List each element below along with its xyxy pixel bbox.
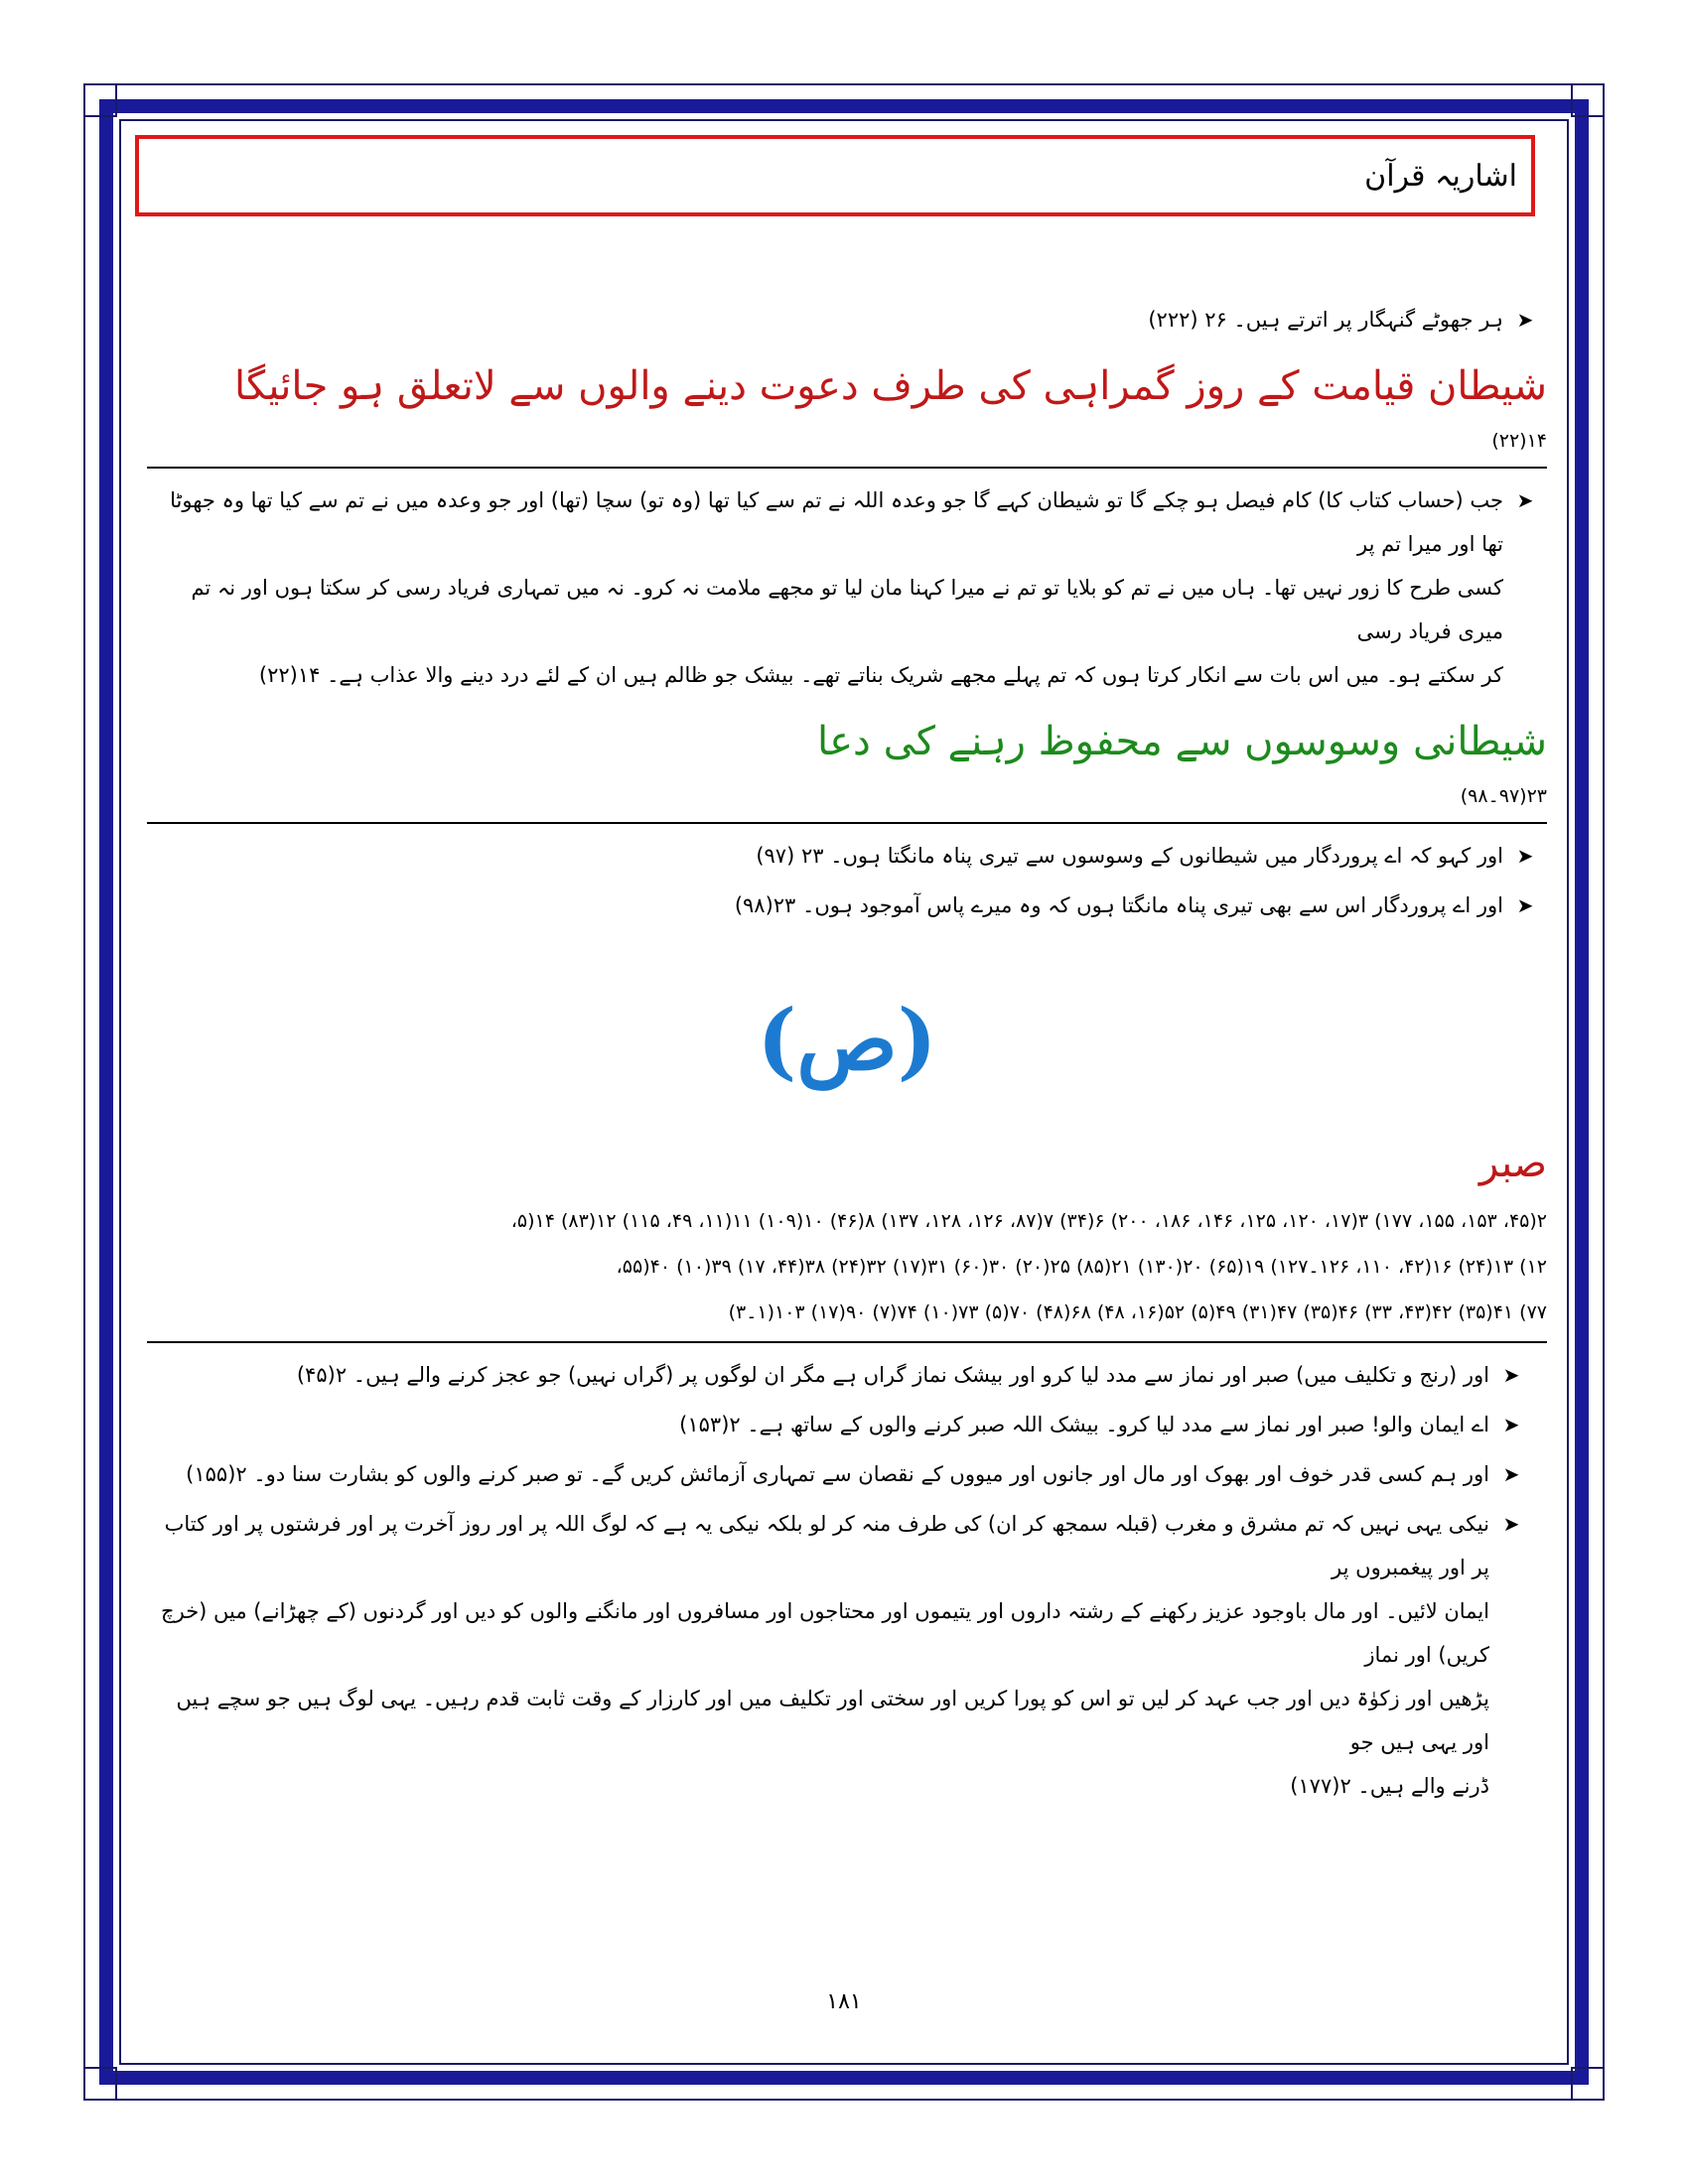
list-item bbox=[147, 478, 1547, 697]
list-item bbox=[147, 834, 1547, 878]
text-line: کسی طرح کا زور نہیں تھا۔ ہاں میں نے تم کو بلایا تو تم نے میرا کہنا مان لیا تو مجھے ملامت نہ کرو۔ نہ میں تمہاری فریاد رسی کر سکتا ہوں اور نہ تم میری فریاد رسی bbox=[191, 576, 1503, 643]
list-item-text: اور کہو کہ اے پروردگار میں شیطانوں کے وسوسوں سے تیری پناہ مانگتا ہوں۔ ۲۳ (۹۷) bbox=[756, 844, 1503, 868]
reference-line: ۲(۴۵، ۱۵۳، ۱۵۵، ۱۷۷) ۳(۱۷، ۱۲۰، ۱۲۵، ۱۴۶، ۱۸۶، ۲۰۰) ۶(۳۴) ۷(۸۷، ۱۲۶، ۱۲۸، ۱۳۷) ۸(۴۶) ۱۰(۱۰۹) ۱۱(۱۱، ۴۹، ۱۱۵) ۱۲(۸۳) ۱۴(۵، bbox=[510, 1210, 1547, 1232]
text-line: ایمان لائیں۔ اور مال باوجود عزیز رکھنے کے رشتہ داروں اور یتیموں اور محتاجوں اور مسافروں اور مانگنے والوں کو دیں اور گردنوں (کے چھڑانے) میں (خرچ کریں) اور نماز bbox=[161, 1599, 1489, 1667]
list-item bbox=[147, 1502, 1533, 1808]
text-line: اور ہم کسی قدر خوف اور بھوک اور مال اور جانوں اور میووں کے نقصان سے تمہاری آزمائش کریں گے۔ تو صبر کرنے والوں کو بشارت سنا دو۔ ۲(۱۵۵) bbox=[186, 1462, 1489, 1486]
divider bbox=[147, 822, 1547, 824]
reference-line: ۷۷) ۴۱(۳۵) ۴۲(۴۳، ۳۳) ۴۶(۳۵) ۴۷(۳۱) ۴۹(۵) ۵۲(۱۶، ۴۸) ۶۸(۴۸) ۷۰(۵) ۷۳(۱۰) ۷۴(۷) ۹۰(۱۷) ۱۰۳(۱۔۳) bbox=[728, 1301, 1547, 1323]
arrow-left-icon: ➤ bbox=[1502, 1413, 1520, 1436]
arrow-left-icon: ➤ bbox=[1516, 488, 1534, 512]
page-number: ۱۸۱ bbox=[826, 1989, 862, 2014]
reference-line: ۱۲) ۱۳(۲۴) ۱۶(۴۲، ۱۱۰، ۱۲۶۔۱۲۷) ۱۹(۶۵) ۲۰(۱۳۰) ۲۱(۸۵) ۲۵(۲۰) ۳۰(۶۰) ۳۱(۱۷) ۳۲(۲۴) ۳۸(۴۴، ۱۷) ۳۹(۱۰) ۴۰(۵۵، bbox=[616, 1256, 1547, 1278]
section-heading: صبر bbox=[1478, 1141, 1547, 1186]
list-item-text: ہر جھوٹے گنہگار پر اترتے ہیں۔ ۲۶ (۲۲۲) bbox=[1148, 308, 1503, 332]
text-line: ڈرنے والے ہیں۔ ۲(۱۷۷) bbox=[1290, 1774, 1489, 1798]
list-item bbox=[147, 884, 1547, 927]
arrow-left-icon: ➤ bbox=[1516, 844, 1534, 868]
section-heading: شیطان قیامت کے روز گمراہی کی طرف دعوت دینے والوں سے لاتعلق ہو جائیگا bbox=[233, 363, 1547, 409]
text-line: نیکی یہی نہیں کہ تم مشرق و مغرب (قبلہ سمجھ کر ان) کی طرف منہ کر لو بلکہ نیکی یہ ہے کہ لوگ اللہ پر اور روز آخرت پر اور فرشتوں پر اور کتاب پر اور پیغمبروں پر bbox=[164, 1512, 1489, 1579]
list-item bbox=[147, 1452, 1533, 1496]
arrow-left-icon: ➤ bbox=[1516, 893, 1534, 917]
text-line: اے ایمان والو! صبر اور نماز سے مدد لیا کرو۔ بیشک اللہ صبر کرنے والوں کے ساتھ ہے۔ ۲(۱۵۳) bbox=[679, 1413, 1489, 1436]
header-box bbox=[135, 135, 1535, 216]
frame-corner-bottom-right bbox=[1571, 2067, 1605, 2101]
header-title: اشاریہ قرآن bbox=[1364, 158, 1517, 194]
section-ref: ۲۳(۹۷۔۹۸) bbox=[1460, 785, 1547, 807]
list-item bbox=[147, 1403, 1533, 1446]
divider bbox=[147, 467, 1547, 469]
page-content bbox=[147, 298, 1547, 1814]
list-item bbox=[147, 1353, 1533, 1397]
arrow-left-icon: ➤ bbox=[1502, 1462, 1520, 1486]
section-heading: شیطانی وسوسوں سے محفوظ رہنے کی دعا bbox=[817, 719, 1547, 764]
section-ref: ۱۴(۲۲) bbox=[1491, 430, 1547, 452]
frame-corner-top-right bbox=[1571, 83, 1605, 117]
divider bbox=[147, 1341, 1547, 1343]
frame-corner-top-left bbox=[83, 83, 117, 117]
arrow-left-icon: ➤ bbox=[1502, 1363, 1520, 1387]
list-item-text: اور اے پروردگار اس سے بھی تیری پناہ مانگتا ہوں کہ وہ میرے پاس آموجود ہوں۔ ۲۳(۹۸) bbox=[734, 893, 1503, 917]
alphabet-letter: (ص) bbox=[757, 991, 937, 1089]
text-line: پڑھیں اور زکوٰۃ دیں اور جب عہد کر لیں تو اس کو پورا کریں اور سختی اور تکلیف میں اور کارزار کے وقت ثابت قدم رہیں۔ یہی لوگ ہیں جو سچے ہیں اور یہی ہیں جو bbox=[176, 1687, 1489, 1754]
text-line: کر سکتے ہو۔ میں اس بات سے انکار کرتا ہوں کہ تم پہلے مجھے شریک بناتے تھے۔ بیشک جو ظالم ہیں ان کے لئے درد دینے والا عذاب ہے۔ ۱۴(۲۲) bbox=[258, 663, 1503, 687]
arrow-left-icon: ➤ bbox=[1502, 1512, 1520, 1536]
arrow-left-icon: ➤ bbox=[1516, 308, 1534, 332]
text-line: اور (رنج و تکلیف میں) صبر اور نماز سے مدد لیا کرو اور بیشک نماز گراں ہے مگر ان لوگوں پر (گراں نہیں) جو عجز کرنے والے ہیں۔ ۲(۴۵) bbox=[296, 1363, 1489, 1387]
frame-corner-bottom-left bbox=[83, 2067, 117, 2101]
text-line: جب (حساب کتاب کا) کام فیصل ہو چکے گا تو شیطان کہے گا جو وعدہ اللہ نے تم سے کیا تھا (وہ تو) سچا (تھا) اور جو وعدہ میں نے تم سے کیا تھا وہ جھوٹا تھا اور میرا تم پر bbox=[170, 488, 1503, 556]
list-item bbox=[147, 298, 1547, 341]
